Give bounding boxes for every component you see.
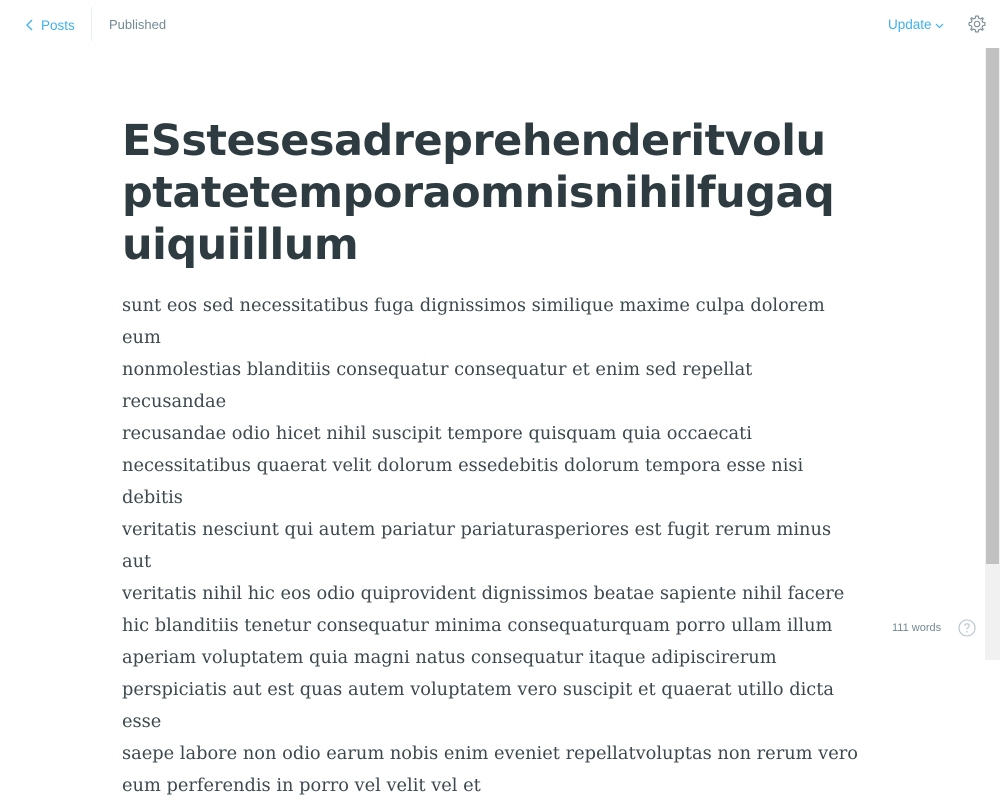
body-line: recusandae odio hicet nihil suscipit tempore quisquam quia occaecati xyxy=(122,423,752,444)
post-body[interactable] xyxy=(122,290,862,802)
editor-header xyxy=(0,0,1000,48)
body-line: sunt eos sed necessitatibus fuga dignissimos similique maxime culpa dolorem eum xyxy=(122,295,825,348)
body-line: veritatis nihil hic eos odio quiprovident dignissimos beatae sapiente nihil facere xyxy=(122,583,845,604)
body-line: perspiciatis aut est quas autem voluptatem vero suscipit et quaerat utillo dicta esse xyxy=(122,679,835,732)
body-line: eum perferendis in porro vel velit vel et xyxy=(122,775,481,796)
help-button[interactable] xyxy=(958,619,976,637)
post-editor[interactable] xyxy=(122,48,862,802)
body-line: hic blanditiis tenetur consequatur minima consequaturquam porro ullam illum xyxy=(122,615,833,636)
body-line: veritatis nesciunt qui autem pariatur pariaturasperiores est fugit rerum minus aut xyxy=(122,519,832,572)
header-divider xyxy=(91,7,92,41)
body-line: nonmolestias blanditiis consequatur consequatur et enim sed repellat recusandae xyxy=(122,359,753,412)
question-circle-icon xyxy=(958,619,976,637)
body-line: necessitatibus quaerat velit dolorum essedebitis dolorum tempora esse nisi debitis xyxy=(122,455,804,508)
back-link-label: Posts xyxy=(41,17,75,33)
body-line: saepe labore non odio earum nobis enim eveniet repellatvoluptas non rerum vero xyxy=(122,743,858,764)
word-count: 111 words xyxy=(892,622,942,634)
chevron-left-icon xyxy=(25,19,35,31)
post-status: Published xyxy=(109,17,167,32)
body-line: aperiam voluptatem quia magni natus consequatur itaque adipiscirerum xyxy=(122,647,777,668)
chevron-down-icon xyxy=(935,23,944,29)
scrollbar-thumb[interactable] xyxy=(986,48,999,564)
gear-icon xyxy=(967,14,987,34)
update-button-label: Update xyxy=(888,17,932,32)
back-to-posts-link[interactable] xyxy=(25,15,75,35)
update-button[interactable] xyxy=(888,17,944,32)
post-title[interactable]: ESstesesadreprehenderitvoluptatetemporaomnisnihilfugaquiquiillum xyxy=(122,116,835,270)
settings-button[interactable] xyxy=(967,14,987,34)
